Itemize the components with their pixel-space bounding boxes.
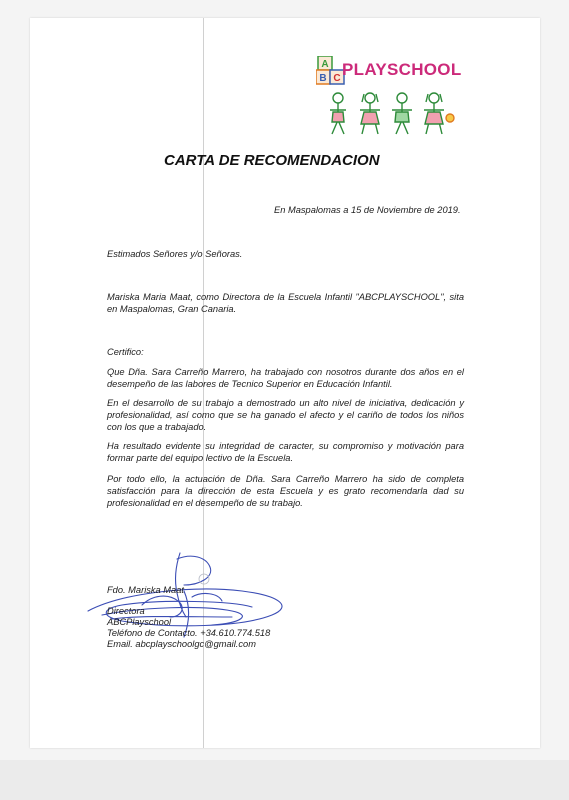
signed-by: Fdo. Mariska Maat: [107, 585, 184, 595]
greeting: Estimados Señores y/o Señoras.: [107, 249, 243, 259]
letter-title: CARTA DE RECOMENDACION: [164, 152, 380, 169]
signer-company: ABCPlayschool: [107, 617, 172, 627]
intro-paragraph: Mariska Maria Maat, como Directora de la Escuela Infantil "ABCPLAYSCHOOL", sita en Maspalomas, Gran Canaria.: [107, 292, 464, 315]
place-and-date: En Maspalomas a 15 de Noviembre de 2019.: [274, 205, 461, 215]
signer-role: Directora: [107, 606, 145, 616]
certify-label: Certifico:: [107, 347, 144, 357]
abc-blocks-icon: [316, 56, 344, 84]
paragraph-conclusion: Por todo ello, la actuación de Dña. Sara Carreño Marrero ha sido de completa satisfacción para la dirección de esta Escuela y es grato recomendarla dad su profesionalidad en el desempeño de su trabajo.: [107, 474, 464, 509]
paragraph-employment: Que Dña. Sara Carreño Marrero, ha trabajado con nosotros durante dos años en el desempeño de las labores de Tecnico Superior en Educación Infantil.: [107, 367, 464, 390]
block-c-letter: C: [333, 73, 341, 84]
background-band: [0, 760, 569, 800]
contact-email: Email. abcplayschoolgc@gmail.com: [107, 639, 256, 649]
block-a-letter: A: [321, 59, 329, 70]
contact-phone: Teléfono de Contacto. +34.610.774.518: [107, 628, 271, 638]
paragraph-performance: En el desarrollo de su trabajo a demostrado un alto nivel de iniciativa, dedicación y profesionalidad, así como que se ha ganado el afecto y el cariño de todos los niños con los que a trabajado.: [107, 398, 464, 433]
logo-brand-text: PLAYSCHOOL: [342, 60, 462, 79]
block-b-letter: B: [319, 73, 327, 84]
children-illustration-icon: [330, 93, 454, 134]
paragraph-integrity: Ha resultado evidente su integridad de caracter, su compromiso y motivación para formar parte del equipo lectivo de la Escuela.: [107, 441, 464, 464]
